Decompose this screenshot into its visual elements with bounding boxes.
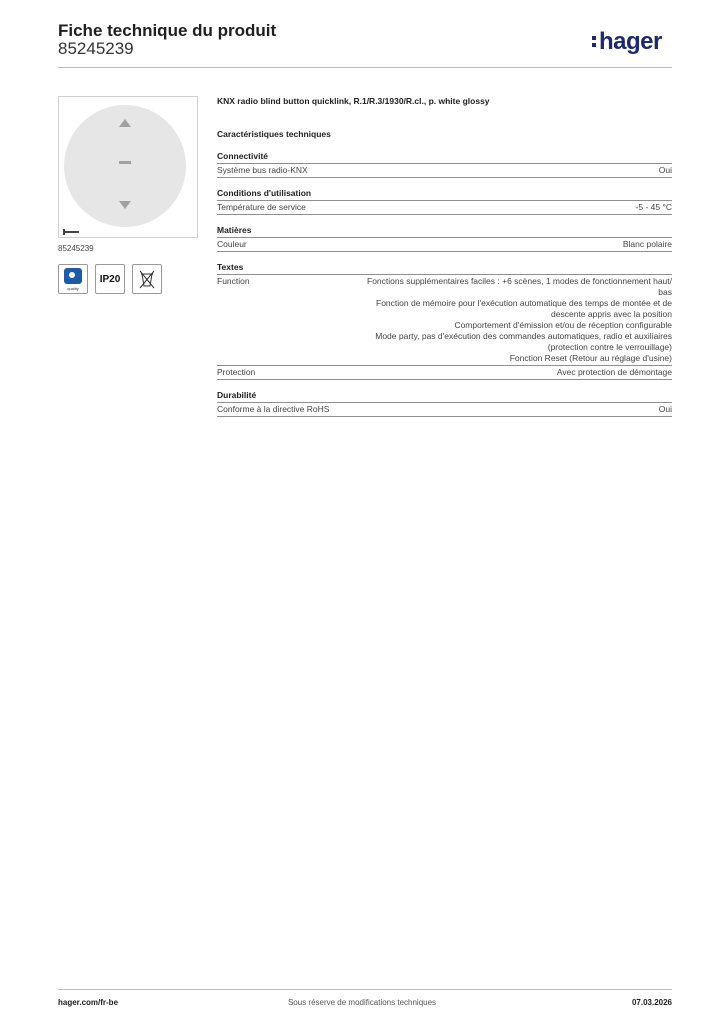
spec-value-line: descente appris avec la position bbox=[551, 309, 672, 319]
footer-divider bbox=[58, 989, 672, 990]
button-disc-icon bbox=[64, 105, 186, 227]
product-reference: 85245239 bbox=[58, 39, 134, 58]
stop-dash-icon bbox=[119, 161, 131, 164]
spec-value-line: Oui bbox=[658, 404, 672, 414]
quality-badge-label: quality bbox=[67, 286, 79, 291]
footer-website-link[interactable]: hager.com/fr-be bbox=[58, 998, 119, 1007]
spec-content bbox=[217, 96, 672, 427]
spec-value-line: Mode party, pas d'exécution des commandes automatiques, radio et auxiliaires bbox=[375, 331, 672, 341]
spec-value bbox=[417, 239, 672, 250]
spec-label: Protection bbox=[217, 367, 256, 377]
spec-value-line: Fonction de mémoire pour l'exécution automatique des temps de montée et de bbox=[376, 298, 672, 308]
ip-rating-badge bbox=[95, 264, 125, 294]
section-title: Connectivité bbox=[217, 151, 672, 164]
spec-value bbox=[417, 404, 672, 415]
spec-value bbox=[417, 202, 672, 213]
scale-bar-icon bbox=[63, 231, 79, 233]
header-divider bbox=[58, 67, 672, 68]
logo-dots-icon bbox=[592, 28, 597, 48]
page-title: Fiche technique du produit bbox=[58, 21, 277, 40]
spec-value bbox=[322, 276, 672, 364]
weee-badge bbox=[132, 264, 162, 294]
hager-logo bbox=[592, 28, 662, 56]
footer-date: 07.03.2026 bbox=[631, 998, 672, 1007]
product-image bbox=[58, 96, 198, 238]
spec-label: Conforme à la directive RoHS bbox=[217, 404, 330, 414]
spec-row bbox=[217, 201, 672, 215]
spec-row bbox=[217, 275, 672, 366]
spec-row bbox=[217, 366, 672, 380]
spec-value bbox=[417, 165, 672, 176]
arrow-down-icon bbox=[119, 201, 131, 209]
spec-value-line: Blanc polaire bbox=[622, 239, 672, 249]
footer-notice: Sous réserve de modifications techniques bbox=[287, 998, 437, 1007]
quality-q-icon bbox=[64, 268, 82, 284]
quality-badge bbox=[58, 264, 88, 294]
spec-value-line: -5 - 45 °C bbox=[635, 202, 672, 212]
spec-row bbox=[217, 164, 672, 178]
section-texts bbox=[217, 262, 672, 380]
spec-row bbox=[217, 238, 672, 252]
spec-value bbox=[322, 367, 672, 378]
spec-value-line: Fonctions supplémentaires faciles : +6 scènes, 1 modes de fonctionnement haut/ bbox=[367, 276, 672, 286]
section-title: Matières bbox=[217, 225, 672, 238]
section-title: Durabilité bbox=[217, 390, 672, 403]
section-connectivity bbox=[217, 151, 672, 178]
spec-value-line: Avec protection de démontage bbox=[556, 367, 672, 377]
product-title: KNX radio blind button quicklink, R.1/R.3/1930/R.cl., p. white glossy bbox=[217, 96, 490, 106]
spec-value-line: Fonction Reset (Retour au réglage d'usine) bbox=[509, 353, 672, 363]
weee-bin-icon bbox=[136, 268, 158, 290]
section-sustainability bbox=[217, 390, 672, 417]
spec-row bbox=[217, 403, 672, 417]
spec-label: Température de service bbox=[217, 202, 306, 212]
section-conditions bbox=[217, 188, 672, 215]
image-caption: 85245239 bbox=[58, 244, 94, 253]
arrow-up-icon bbox=[119, 119, 131, 127]
spec-value-line: Oui bbox=[658, 165, 672, 175]
logo-text: hager bbox=[599, 28, 662, 55]
section-title: Conditions d'utilisation bbox=[217, 188, 672, 201]
spec-label: Function bbox=[217, 276, 250, 286]
main-section-title: Caractéristiques techniques bbox=[217, 129, 331, 139]
spec-label: Système bus radio-KNX bbox=[217, 165, 308, 175]
ip-rating-label: IP20 bbox=[99, 274, 121, 285]
spec-value-line: (protection contre le verrouillage) bbox=[547, 342, 672, 352]
section-title: Textes bbox=[217, 262, 672, 275]
spec-value-line: bas bbox=[658, 287, 672, 297]
section-materials bbox=[217, 225, 672, 252]
spec-label: Couleur bbox=[217, 239, 247, 249]
spec-value-line: Comportement d'émission et/ou de réception configurable bbox=[454, 320, 672, 330]
